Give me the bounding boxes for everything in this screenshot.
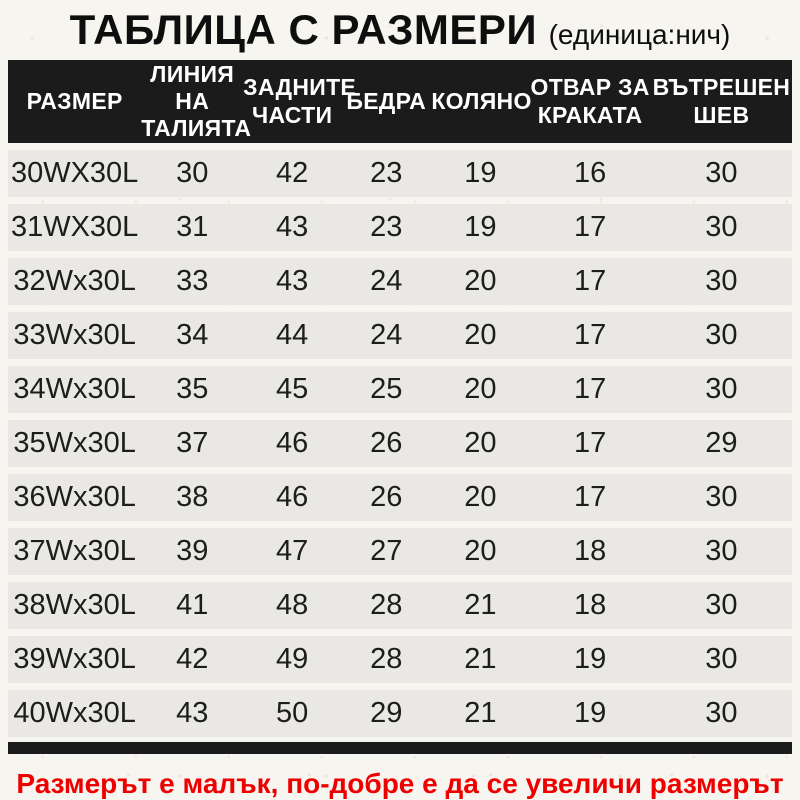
table-row (8, 150, 792, 197)
value-cell: 18 (573, 589, 607, 621)
value-cell: 45 (276, 373, 309, 405)
value-cell: 29 (370, 697, 403, 729)
column-header (341, 88, 431, 115)
value-cell: 30 (705, 211, 738, 243)
value-cell: 41 (176, 589, 209, 621)
value-cell: 20 (464, 319, 497, 351)
value-cell: 20 (464, 265, 497, 297)
column-header-line: ТАЛИЯТА (141, 115, 252, 142)
column-header-line: ВЪТРЕШЕН (652, 74, 791, 101)
table-row (8, 636, 792, 683)
value-cell: 21 (464, 643, 497, 675)
value-cell: 17 (573, 319, 607, 351)
value-cell: 21 (464, 697, 497, 729)
value-cell: 30 (705, 319, 738, 351)
value-cell: 44 (276, 319, 309, 351)
unit-label: (единица:нич) (548, 19, 731, 50)
size-cell: 39Wx30L (13, 643, 136, 675)
table-bottom-bar (8, 742, 792, 754)
value-cell: 30 (705, 697, 738, 729)
value-cell: 26 (370, 481, 403, 513)
value-cell: 39 (176, 535, 209, 567)
value-cell: 46 (276, 481, 309, 513)
size-cell: 40Wx30L (13, 697, 136, 729)
value-cell: 16 (573, 157, 607, 189)
value-cell: 17 (573, 427, 607, 459)
table-row (8, 420, 792, 467)
column-header (431, 87, 532, 115)
value-cell: 48 (276, 589, 309, 621)
table-row (8, 528, 792, 575)
value-cell: 30 (705, 157, 738, 189)
size-warning-note: Размерът е малък, по-добре е да се увеличи размерът (16, 768, 784, 799)
value-cell: 23 (370, 157, 403, 189)
value-cell: 31 (176, 211, 209, 243)
value-cell: 27 (370, 535, 403, 567)
value-cell: 17 (573, 373, 607, 405)
value-cell: 24 (370, 319, 403, 351)
column-header-line: БЕДРА (346, 87, 427, 114)
value-cell: 28 (370, 643, 403, 675)
size-cell: 38Wx30L (13, 589, 136, 621)
size-cell: 36Wx30L (13, 481, 136, 513)
value-cell: 30 (705, 535, 738, 567)
value-cell: 38 (176, 481, 209, 513)
value-cell: 20 (464, 373, 497, 405)
value-cell: 24 (370, 265, 403, 297)
value-cell: 19 (464, 211, 497, 243)
value-cell: 50 (276, 697, 309, 729)
value-cell: 30 (705, 481, 738, 513)
value-cell: 49 (276, 643, 309, 675)
table-row (8, 312, 792, 359)
value-cell: 23 (370, 211, 403, 243)
value-cell: 30 (176, 157, 209, 189)
value-cell: 28 (370, 589, 403, 621)
size-cell: 37Wx30L (13, 535, 136, 567)
column-header-line: ШЕВ (693, 101, 750, 128)
value-cell: 43 (176, 697, 209, 729)
column-header-line: ЧАСТИ (252, 101, 333, 128)
value-cell: 29 (705, 427, 738, 459)
size-cell: 31WX30L (10, 211, 139, 243)
title-text: ТАБЛИЦА С РАЗМЕРИ (69, 6, 538, 53)
value-cell: 20 (464, 481, 497, 513)
value-cell: 25 (370, 373, 403, 405)
value-cell: 18 (573, 535, 607, 567)
value-cell: 26 (370, 427, 403, 459)
column-header (141, 60, 252, 142)
value-cell: 21 (464, 589, 497, 621)
value-cell: 34 (176, 319, 209, 351)
column-header-line: РАЗМЕР (26, 87, 123, 114)
value-cell: 17 (573, 481, 607, 513)
value-cell: 43 (276, 211, 309, 243)
value-cell: 47 (276, 535, 309, 567)
table-row (8, 474, 792, 521)
table-body (8, 150, 792, 737)
column-header-line: ЗАДНИТЕ (243, 74, 357, 101)
value-cell: 30 (705, 589, 738, 621)
value-cell: 42 (276, 157, 309, 189)
size-cell: 34Wx30L (13, 373, 136, 405)
value-cell: 17 (573, 211, 607, 243)
size-cell: 35Wx30L (13, 427, 136, 459)
table-row (8, 366, 792, 413)
column-header-line: КОЛЯНО (431, 87, 532, 114)
value-cell: 30 (705, 373, 738, 405)
value-cell: 30 (705, 643, 738, 675)
value-cell: 19 (573, 697, 607, 729)
value-cell: 37 (176, 427, 209, 459)
value-cell: 42 (176, 643, 209, 675)
value-cell: 43 (276, 265, 309, 297)
value-cell: 20 (464, 427, 497, 459)
table-row (8, 582, 792, 629)
table-row (8, 258, 792, 305)
value-cell: 30 (705, 265, 738, 297)
table-row (8, 690, 792, 737)
column-header (651, 74, 792, 128)
value-cell: 46 (276, 427, 309, 459)
column-header-line: ЛИНИЯ НА (150, 60, 235, 114)
size-cell: 32Wx30L (13, 265, 136, 297)
column-header (8, 88, 141, 115)
value-cell: 35 (176, 373, 209, 405)
size-cell: 30WX30L (10, 157, 139, 189)
value-cell: 33 (176, 265, 209, 297)
column-header (529, 74, 651, 128)
column-header-line: КРАКАТА (537, 101, 643, 128)
page-title (8, 0, 792, 60)
size-cell: 33Wx30L (13, 319, 136, 351)
column-header (243, 74, 357, 128)
value-cell: 19 (464, 157, 497, 189)
value-cell: 20 (464, 535, 497, 567)
column-header-line: ОТВАР ЗА (530, 74, 650, 101)
value-cell: 17 (573, 265, 607, 297)
table-header-row (8, 60, 792, 143)
value-cell: 19 (573, 643, 607, 675)
table-row (8, 204, 792, 251)
